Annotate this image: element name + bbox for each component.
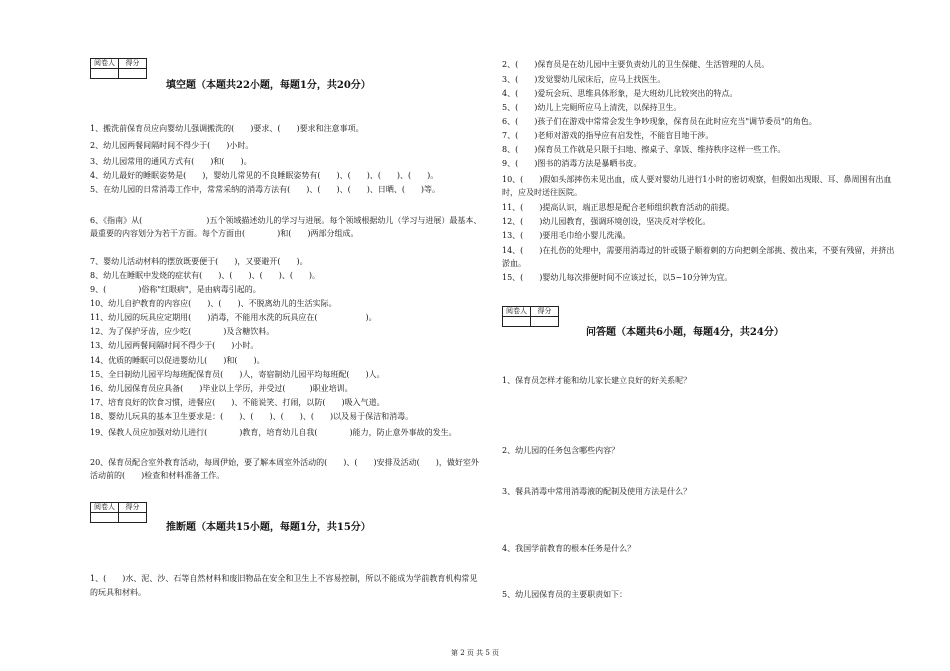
fill-question: 6、《指南》从( )五个领域描述幼儿的学习与进展。每个领域根据幼儿（学习与进展）最基本、最重要的内容划分为若干方面。每个方面由( )和( )两部分组成。 [90, 216, 482, 238]
fill-question: 1、搬洗前保育员应向婴幼儿强调搬洗的( )要求、( )要求和注意事项。 [90, 124, 364, 133]
score-box-score-cell [119, 69, 147, 79]
fill-question: 5、在幼儿园的日常消毒工作中，常常采纳的消毒方法有( )、( )、( )、日晒、( )等。 [90, 185, 441, 194]
judge-question: 13、( )要用毛巾给小婴儿洗澡。 [502, 231, 631, 240]
score-box-reviewer-cell [503, 317, 531, 327]
fill-question: 12、为了保护牙齿，应少吃( )及含糖饮料。 [90, 327, 275, 336]
fill-question: 7、婴幼儿活动材料的摆放既要便于( )，又要避开( )。 [90, 257, 308, 266]
judge-question: 5、( )幼儿上完厕所应马上清洗，以保持卫生。 [502, 103, 682, 112]
score-box-qa [502, 306, 559, 327]
judge-question: 6、( )孩子们在游戏中常常会发生争吵现象，保育员在此时应充当"调节委员"的角色。 [502, 117, 817, 126]
qa-question: 2、幼儿园的任务包含哪些内容？ [502, 446, 620, 455]
judge-question: 9、( )图书的消毒方法是暴晒书皮。 [502, 159, 642, 168]
judge-question: 1、( )水、泥、沙、石等自然材料和废旧物品在安全和卫生上不容易控制，所以不能成为学前教育机构常见的玩具和材料。 [90, 574, 478, 597]
judge-question: 4、( )爱玩会玩、思维具体形象，是大班幼儿比较突出的特点。 [502, 89, 738, 98]
fill-question: 13、幼儿园两餐间隔时间不得少于( )小时。 [90, 341, 259, 350]
judge-question: 11、( )提高认识，端正思想是配合老师组织教育活动的前提。 [502, 203, 735, 212]
qa-section-title: 问答题（本题共6小题，每题4分，共24分） [586, 327, 784, 338]
fill-question: 2、幼儿园两餐间隔时间不得少于( )小时。 [90, 141, 254, 150]
score-box-judge [90, 502, 147, 523]
judge-question: 14、( )在扎伤的处理中，需要用消毒过的针或镊子顺着刺的方向把刺全部挑、拨出来，不要有残留，并挤出淤血。 [502, 246, 895, 268]
judge-question: 2、( )保育员是在幼儿园中主要负责幼儿的卫生保健、生活管理的人员。 [502, 60, 770, 69]
fill-question: 15、全日制幼儿园平均每班配保育员( )人，寄宿制幼儿园平均每班配( )人。 [90, 370, 385, 379]
fill-question: 17、培育良好的饮食习惯，进餐应( )、不能说笑、打闹，以防( )吸入气道。 [90, 398, 385, 407]
page-footer: 第 2 页 共 5 页 [450, 649, 500, 657]
fill-question: 3、幼儿园常用的通风方式有( )和( )。 [90, 157, 252, 166]
score-box-score-cell [531, 317, 559, 327]
fill-question: 19、保教人员应加强对幼儿进行( )教育，培育幼儿自我( )能力，防止意外事故的发生。 [90, 428, 457, 437]
qa-question: 1、保育员怎样才能和幼儿家长建立良好的好关系呢？ [502, 376, 692, 385]
qa-question: 5、幼儿园保育员的主要职责如下： [502, 590, 628, 599]
judge-section-title: 推断题（本题共15小题，每题1分，共15分） [166, 522, 371, 533]
score-box-reviewer-cell [91, 69, 119, 79]
fill-question: 11、幼儿园的玩具应定期用( )消毒，不能用水洗的玩具应在( )。 [90, 313, 377, 322]
judge-question: 15、( )婴幼儿每次排便时间不应该过长，以5~10分钟为宜。 [502, 273, 733, 282]
fill-question: 10、幼儿自护教育的内容应( )、( )、不脱离幼儿的生活实际。 [90, 299, 337, 308]
score-box-reviewer-label: 阅卷人 [503, 307, 531, 317]
fill-question: 8、幼儿在睡眠中发烧的症状有( )、( )、( )、( )。 [90, 271, 321, 280]
judge-question: 8、( )保育员工作就是只限于扫地、擦桌子、拿饭、维持秩序这样一些工作。 [502, 145, 786, 154]
qa-question: 4、我国学前教育的根本任务是什么？ [502, 544, 636, 553]
score-box-reviewer-cell [91, 513, 119, 523]
qa-question: 3、餐具消毒中常用消毒液的配制及使用方法是什么？ [502, 487, 692, 496]
judge-question: 10、( )假如头部摔伤未见出血，成人要对婴幼儿进行1小时的密切观察，但假如出现眼、耳、鼻周围有出血时，应及时送往医院。 [502, 175, 892, 197]
judge-question: 12、( )幼儿园教育，强调环境创设，坚决反对学校化。 [502, 217, 711, 226]
judge-question: 3、( )发觉婴幼儿尿床后，应马上找医生。 [502, 75, 666, 84]
score-box-score-label: 得分 [531, 307, 559, 317]
fill-question: 16、幼儿园保育员应具备( )毕业以上学历，并受过( )职业培训。 [90, 384, 353, 393]
score-box-reviewer-label: 阅卷人 [91, 59, 119, 69]
score-box-score-label: 得分 [119, 59, 147, 69]
fill-question: 14、优质的睡眠可以促进婴幼儿( )和( )。 [90, 356, 265, 365]
judge-question: 7、( )老师对游戏的指导应有启发性，不能盲目地干涉。 [502, 131, 714, 140]
score-box-score-label: 得分 [119, 503, 147, 513]
fill-question: 20、保育员配合室外教育活动，每周伊始，要了解本周室外活动的( )、( )安排及活动( )，做好室外活动前的( )检查和材料准备工作。 [90, 458, 479, 480]
score-box-score-cell [119, 513, 147, 523]
fill-question: 4、幼儿最好的睡眠姿势是( )，婴幼儿常见的不良睡眠姿势有( )、( )、( )、( )。 [90, 171, 439, 180]
fill-question: 9、( )俗称"红眼病"，是由病毒引起的。 [90, 285, 261, 294]
fill-question: 18、婴幼儿玩具的基本卫生要求是：( )、( )、( )、( )以及易于保洁和消毒。 [90, 412, 414, 421]
score-box-reviewer-label: 阅卷人 [91, 503, 119, 513]
fill-section-title: 填空题（本题共22小题，每题1分，共20分） [166, 80, 371, 91]
score-box-fill [90, 58, 147, 79]
